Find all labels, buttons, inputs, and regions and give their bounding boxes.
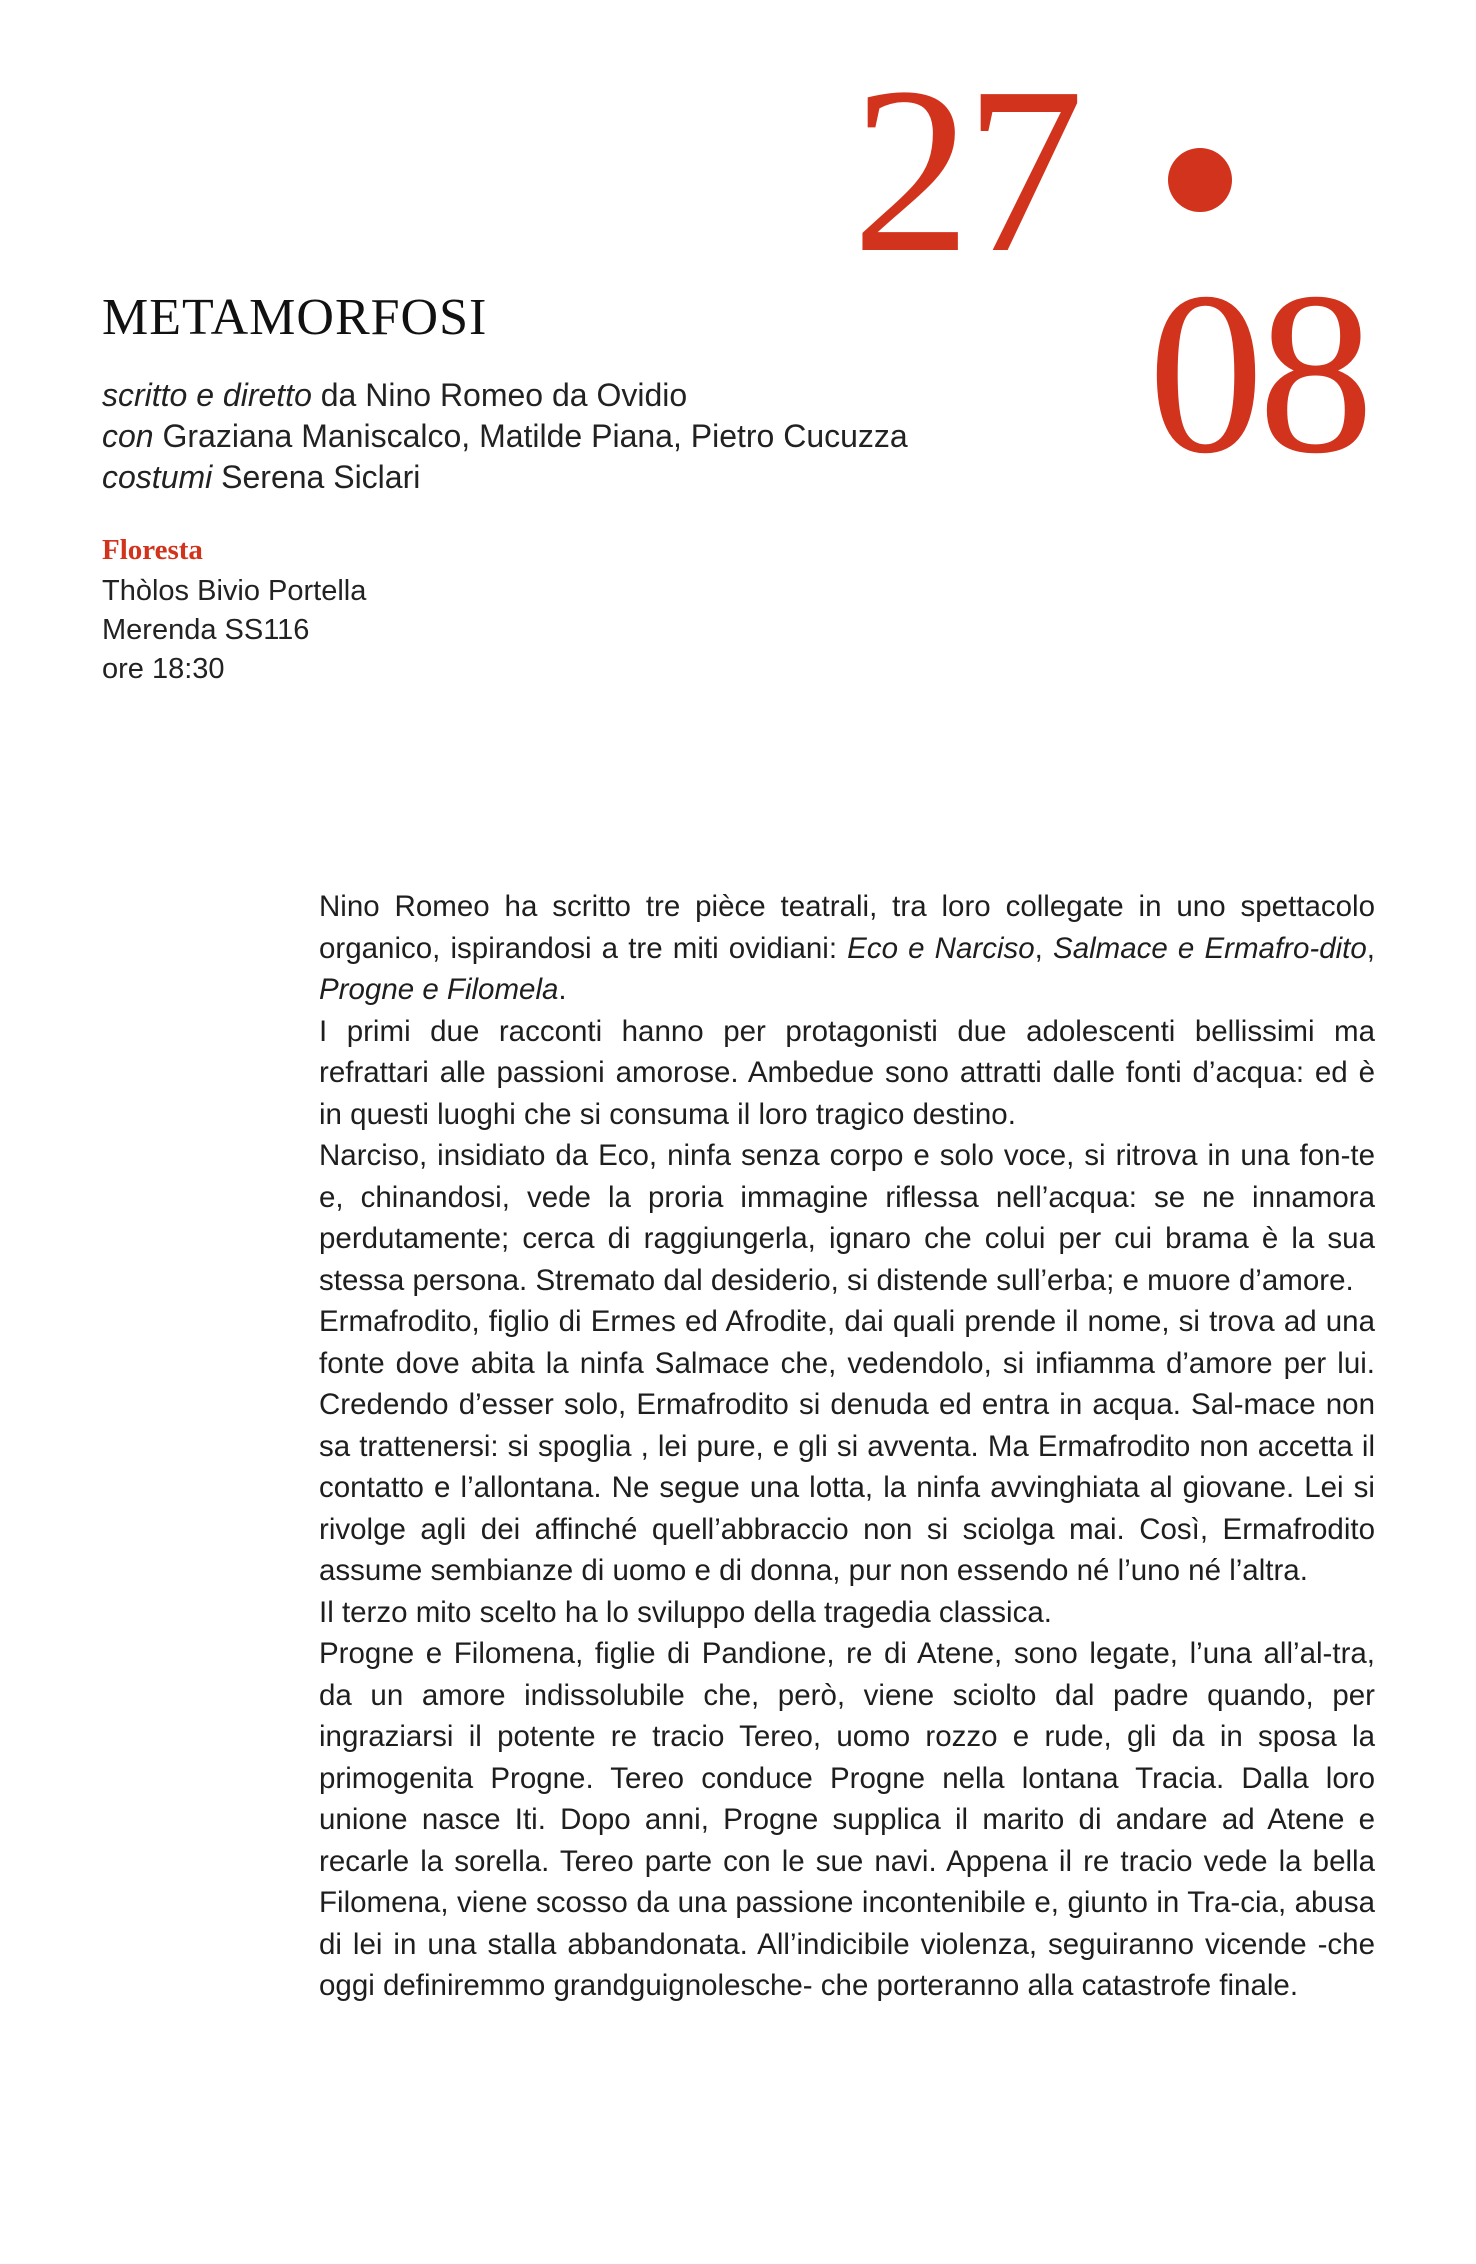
venue-town: Floresta [102,534,203,566]
description-paragraph: Ermafrodito, figlio di Ermes ed Afrodite, dai quali prende il nome, si trova ad una fonte dove abita la ninfa Salmace che, vedendolo, si infiamma d’amore per lui. Credendo d’esser solo, Ermafrodito si denuda ed entra in acqua. Sal-mace non sa trattenersi: si spoglia , lei pure, e gli si avventa. Ma Ermafrodito non accetta il contatto e l’allontana. Ne segue una lotta, la ninfa avvinghiata al giovane. Lei si rivolge agli dei affinché quell’abbraccio non si sciolga mai. Così, Ermafrodito assume sembianze di uomo e di donna, pur non essendo né l’uno né l’altra. [319,1305,1375,1587]
credit-line [102,457,908,498]
description-paragraph: Narciso, insidiato da Eco, ninfa senza corpo e solo voce, si ritrova in una fon-te e, chinandosi, vede la proria immagine riflessa nell’acqua: se ne innamora perdutamente; cerca di raggiungerla, ignaro che colui per cui brama è la sua stessa persona. Stremato dal desiderio, si distende sull’erba; e muore d’amore. [319,1139,1375,1297]
date-separator-dot [1168,148,1232,212]
venue-details [102,572,366,689]
myth-title: Salmace e Ermafro-dito [1053,931,1367,965]
date-day: 27 [852,39,1078,302]
venue-time: ore 18:30 [102,653,225,685]
credit-role: scritto e diretto [102,377,312,413]
credit-text: Serena Siclari [221,459,421,495]
paragraph-text: , [1366,931,1375,965]
credit-role: costumi [102,459,213,495]
description-paragraph: I primi due racconti hanno per protagonisti due adolescenti bellissimi ma refrattari alle passioni amorose. Ambedue sono attratti dalle fonti d’acqua: ed è in questi luoghi che si consuma il loro tragico destino. [319,1014,1375,1131]
credit-text: da Nino Romeo da Ovidio [320,377,688,413]
paragraph-text: . [558,973,567,1006]
show-title: METAMORFOSI [102,289,488,346]
myth-title: Eco e Narciso [847,931,1035,965]
credit-line [102,416,908,457]
credit-role: con [102,418,154,454]
description-paragraph: Progne e Filomena, figlie di Pandione, re di Atene, sono legate, l’una all’al-tra, da un amore indissolubile che, però, viene sciolto dal padre quando, per ingraziarsi il potente re tracio Tereo, uomo rozzo e rude, gli da in sposa la primogenita Progne. Tereo conduce Progne nella lontana Tracia. Dalla loro unione nasce Iti. Dopo anni, Progne supplica il marito di andare ad Atene e recarle la sorella. Tereo parte con le sue navi. Appena il re tracio vede la bella Filomena, viene scosso da una passione incontenibile e, giunto in Tra-cia, abusa di lei in una stalla abbandonata. All’indicibile violenza, seguiranno vicende -che oggi definiremmo grandguignolesche- che porteranno alla catastrofe finale. [319,1637,1375,2002]
date-month: 08 [1148,245,1368,502]
credit-line [102,375,908,416]
venue-location: Merenda SS116 [102,614,310,646]
credit-text: Graziana Maniscalco, Matilde Piana, Pietro Cucuzza [162,418,908,454]
paragraph-text: Nino Romeo ha scritto tre pièce teatrali, tra loro collegate in uno spettacolo organico, ispirandosi a tre miti ovidiani: [319,890,1375,965]
myth-title: Progne e Filomela [319,973,559,1006]
description-paragraph: Il terzo mito scelto ha lo sviluppo della tragedia classica. [319,1595,1052,1629]
description [319,886,1375,2007]
paragraph-text: , [1034,931,1054,965]
description-paragraph [319,886,1375,1011]
credits [102,375,908,498]
venue-place: Thòlos Bivio Portella [102,575,367,607]
